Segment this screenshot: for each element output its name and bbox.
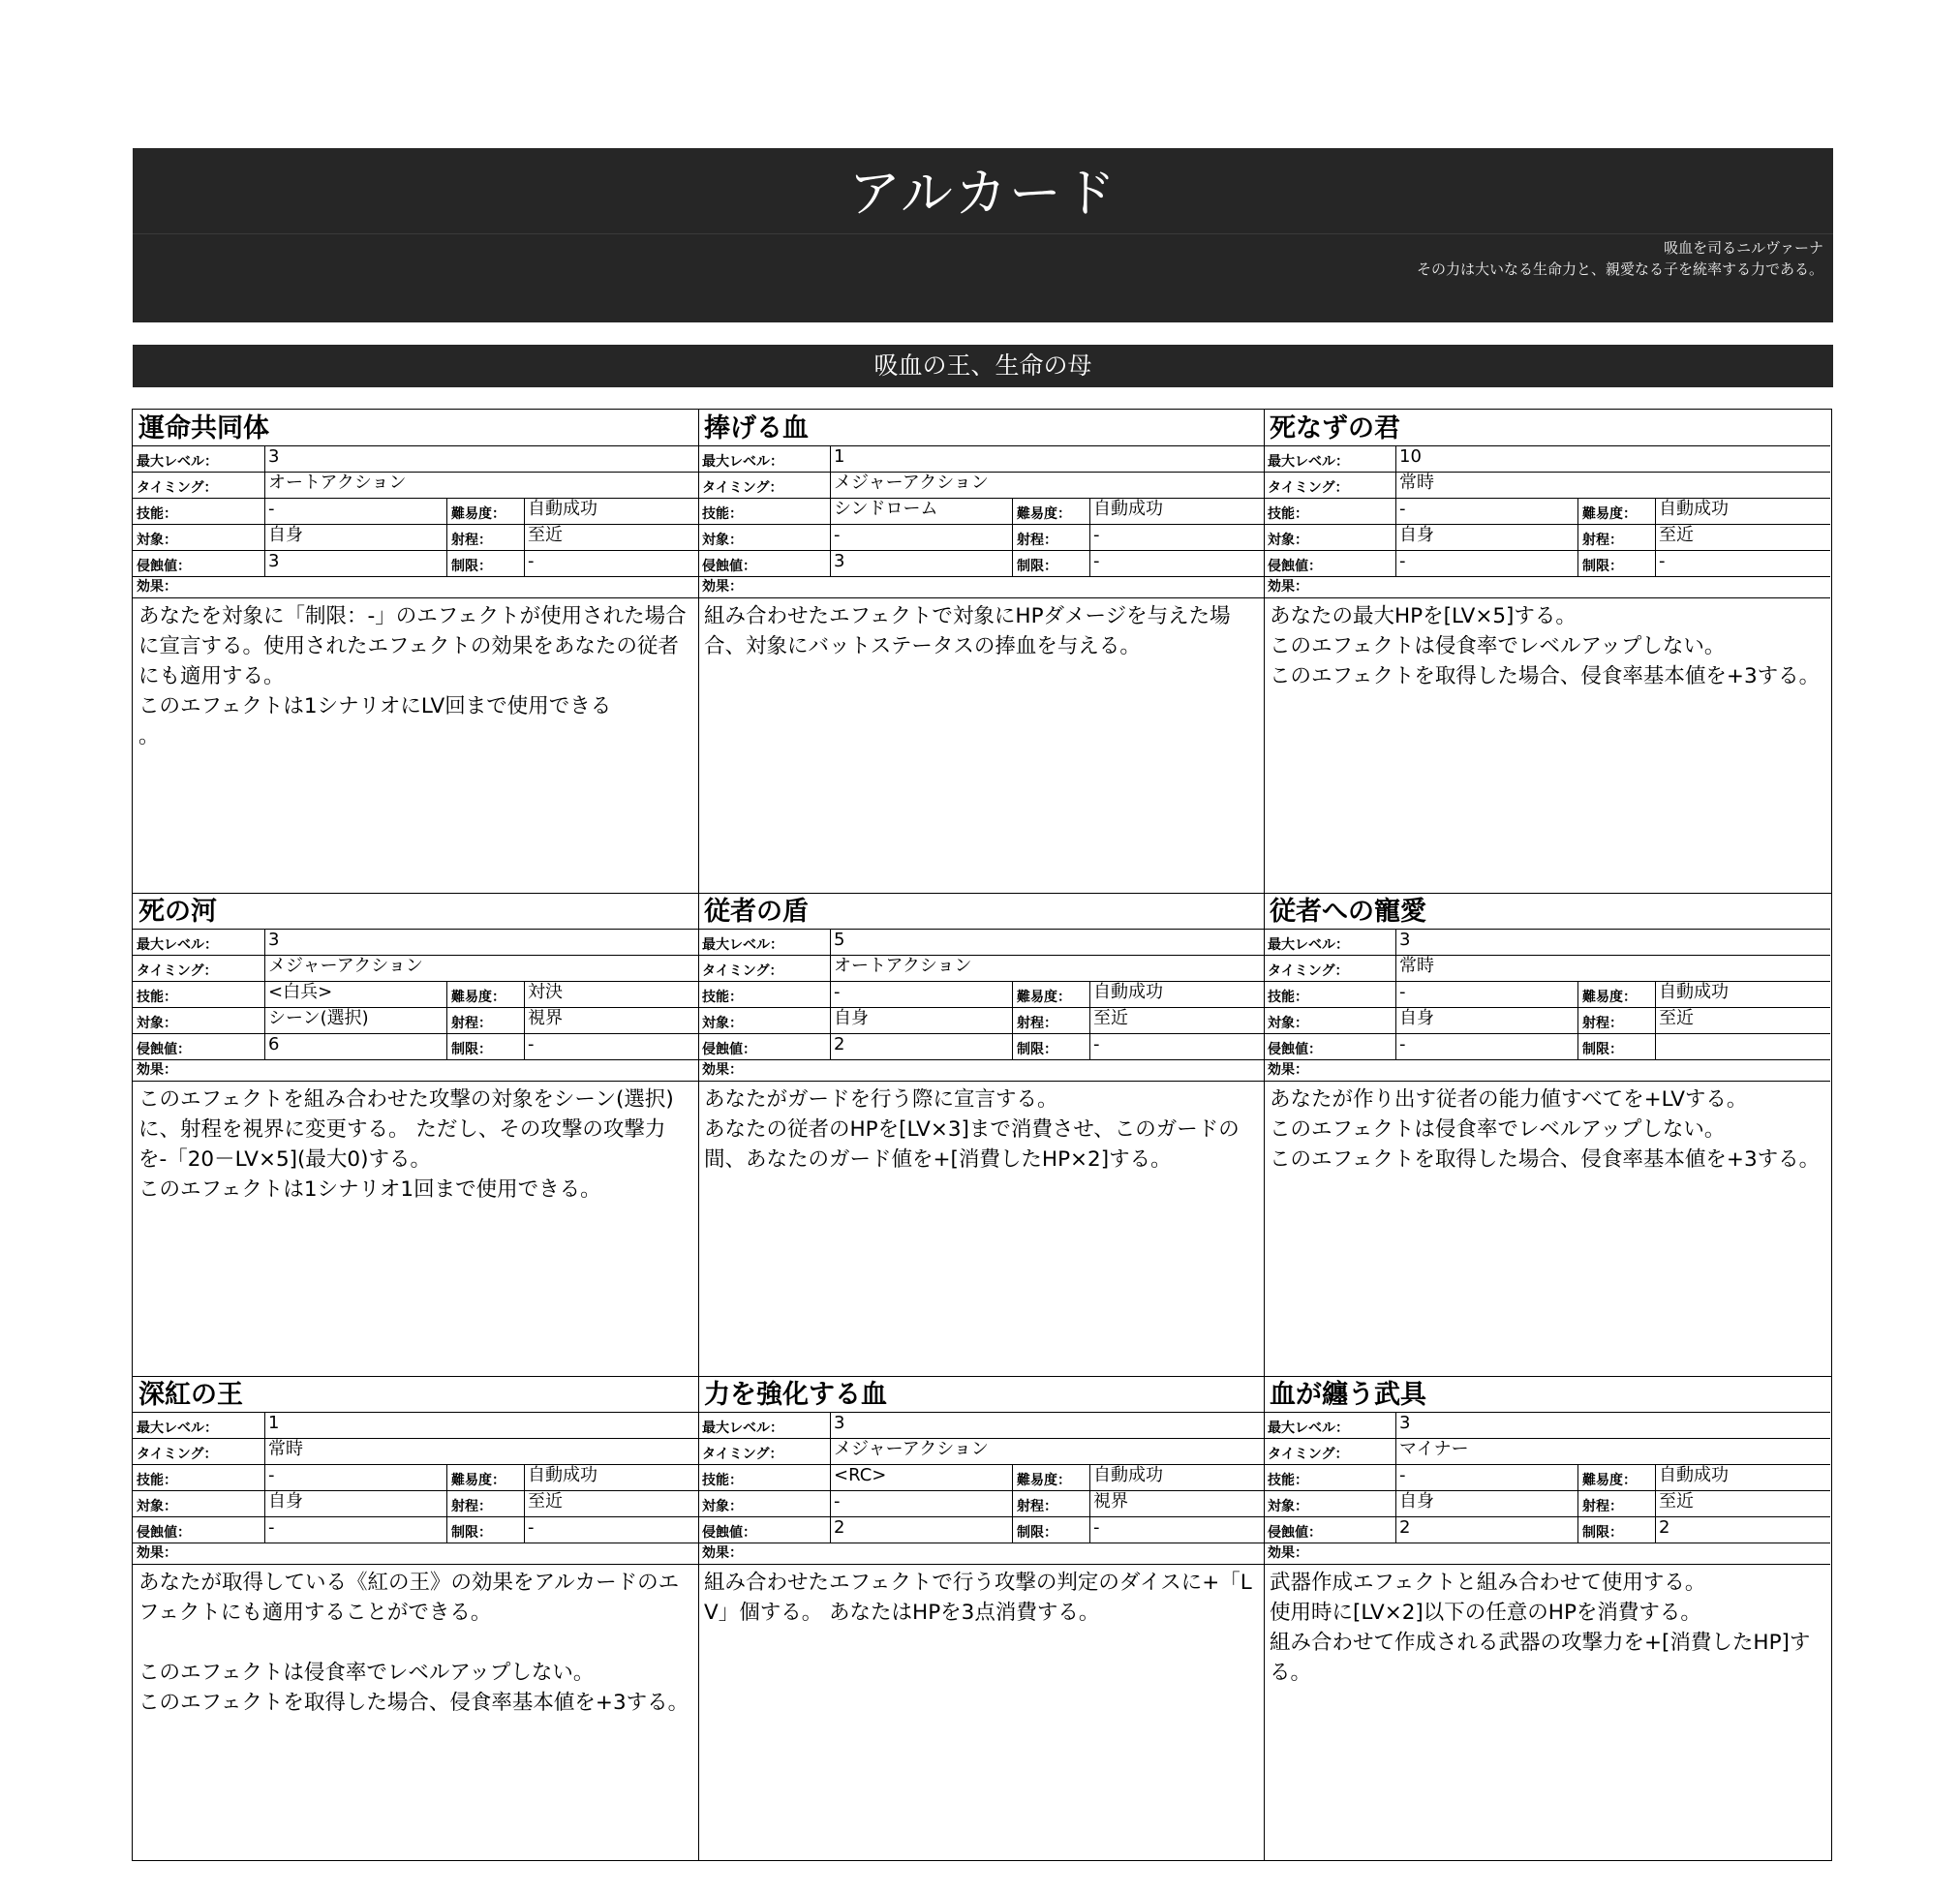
label-range: 射程： xyxy=(446,525,524,550)
difficulty-value: 自動成功 xyxy=(1655,1465,1830,1490)
label-limit: 制限： xyxy=(1577,1517,1655,1543)
card-title: 従者の盾 xyxy=(698,893,1264,930)
label-max-level: 最大レベル： xyxy=(702,937,783,953)
label-erosion: 侵蝕値： xyxy=(137,1042,191,1057)
limit-value: - xyxy=(1655,551,1830,576)
effect-text: あなたがガードを行う際に宣言する。 あなたの従者のHPを[LV×3]まで消費させ、このガードの間、あなたのガード値を+[消費したHP×2]する。 xyxy=(704,1087,1240,1172)
effect-text: このエフェクトを組み合わせた攻撃の対象をシーン(選択)に、射程を視界に変更する。 ただし、その攻撃の攻撃力を-「20－LV×5](最大0)する。 このエフェクトは1シナリオ1回まで使用できる。 xyxy=(138,1087,674,1202)
label-erosion: 侵蝕値： xyxy=(702,1042,756,1057)
skill-value: シンドローム xyxy=(830,499,1012,524)
card-field-row xyxy=(133,1034,698,1060)
max-level-value: 3 xyxy=(1395,1413,1830,1438)
card-field-row xyxy=(698,446,1264,473)
label-difficulty: 難易度： xyxy=(446,499,524,524)
card-field-row xyxy=(1264,499,1830,525)
skill-value: - xyxy=(1395,982,1577,1007)
erosion-value: 3 xyxy=(264,551,446,576)
card-field-row xyxy=(133,499,698,525)
card-title: 深紅の王 xyxy=(133,1376,698,1413)
label-timing: タイミング： xyxy=(702,1447,783,1462)
target-value: 自身 xyxy=(264,1491,446,1516)
card-field-row xyxy=(1264,551,1830,577)
timing-value: メジャーアクション xyxy=(830,473,1264,498)
target-value: シーン(選択) xyxy=(264,1008,446,1033)
label-limit: 制限： xyxy=(1012,1034,1089,1059)
label-skill: 技能： xyxy=(1268,990,1308,1005)
label-range: 射程： xyxy=(1012,1491,1089,1516)
label-effect: 効果： xyxy=(698,1543,1264,1565)
label-difficulty: 難易度： xyxy=(446,982,524,1007)
erosion-value: 3 xyxy=(830,551,1012,576)
column-divider xyxy=(698,410,699,1860)
label-skill: 技能： xyxy=(137,1473,177,1488)
label-target: 対象： xyxy=(1268,1499,1308,1514)
label-timing: タイミング： xyxy=(702,963,783,979)
label-effect: 効果： xyxy=(133,1543,698,1565)
label-target: 対象： xyxy=(1268,533,1308,548)
label-max-level: 最大レベル： xyxy=(702,1420,783,1436)
skill-value: - xyxy=(264,1465,446,1490)
skill-value: - xyxy=(830,982,1012,1007)
card-field-row xyxy=(698,499,1264,525)
label-difficulty: 難易度： xyxy=(1577,982,1655,1007)
card-field-row xyxy=(1264,525,1830,551)
label-target: 対象： xyxy=(137,1016,177,1031)
card-field-row xyxy=(133,1517,698,1543)
card-field-row xyxy=(133,1439,698,1465)
timing-value: 常時 xyxy=(1395,956,1830,981)
max-level-value: 3 xyxy=(264,930,698,955)
max-level-value: 3 xyxy=(830,1413,1264,1438)
label-skill: 技能： xyxy=(137,990,177,1005)
effect-card xyxy=(698,1376,1264,1859)
limit-value: - xyxy=(524,551,698,576)
header-subtitle xyxy=(1417,237,1823,280)
card-field-row xyxy=(698,982,1264,1008)
card-title: 捧げる血 xyxy=(698,410,1264,446)
card-field-row xyxy=(1264,1008,1830,1034)
label-max-level: 最大レベル： xyxy=(137,937,218,953)
label-target: 対象： xyxy=(702,1499,743,1514)
label-timing: タイミング： xyxy=(1268,480,1349,496)
range-value: 視界 xyxy=(524,1008,698,1033)
card-field-row xyxy=(1264,956,1830,982)
subtitle-line-2: その力は大いなる生命力と、親愛なる子を統率する力である。 xyxy=(1416,260,1823,278)
label-max-level: 最大レベル： xyxy=(702,454,783,470)
label-limit: 制限： xyxy=(1577,1034,1655,1059)
card-field-row xyxy=(698,551,1264,577)
difficulty-value: 自動成功 xyxy=(1655,499,1830,524)
label-difficulty: 難易度： xyxy=(446,1465,524,1490)
label-skill: 技能： xyxy=(1268,1473,1308,1488)
skill-value: - xyxy=(264,499,446,524)
effect-text: 武器作成エフェクトと組み合わせて使用する。 使用時に[LV×2]以下の任意のHPを消費する。 組み合わせて作成される武器の攻撃力を+[消費したHP]する。 xyxy=(1270,1571,1811,1685)
card-field-row xyxy=(698,1491,1264,1517)
limit-value: - xyxy=(1089,1034,1264,1059)
label-effect: 効果： xyxy=(133,577,698,598)
effect-text: あなたが取得している《紅の王》の効果をアルカードのエフェクトにも適用することができる。 このエフェクトは侵食率でレベルアップしない。 このエフェクトを取得した場合、侵食率基本値を+3する。 xyxy=(138,1571,689,1715)
card-field-row xyxy=(698,930,1264,956)
label-timing: タイミング： xyxy=(702,480,783,496)
label-limit: 制限： xyxy=(1012,1517,1089,1543)
card-field-row xyxy=(133,1491,698,1517)
label-effect: 効果： xyxy=(1264,1060,1830,1082)
label-target: 対象： xyxy=(702,1016,743,1031)
label-limit: 制限： xyxy=(446,1517,524,1543)
limit-value: - xyxy=(524,1034,698,1059)
card-field-row xyxy=(1264,1517,1830,1543)
timing-value: オートアクション xyxy=(264,473,698,498)
card-field-row xyxy=(1264,1465,1830,1491)
card-field-row xyxy=(1264,930,1830,956)
max-level-value: 10 xyxy=(1395,446,1830,472)
card-title: 血が纏う武具 xyxy=(1264,1376,1830,1413)
label-timing: タイミング： xyxy=(137,480,218,496)
label-erosion: 侵蝕値： xyxy=(1268,559,1322,574)
max-level-value: 1 xyxy=(264,1413,698,1438)
effect-card xyxy=(133,893,698,1376)
effect-card xyxy=(1264,1376,1830,1859)
card-field-row xyxy=(133,551,698,577)
card-field-row xyxy=(133,956,698,982)
effect-text: 組み合わせたエフェクトで行う攻撃の判定のダイスに+「LV」個する。 あなたはHPを3点消費する。 xyxy=(704,1571,1252,1625)
label-range: 射程： xyxy=(446,1008,524,1033)
page-title: アルカード xyxy=(848,163,1118,224)
card-field-row xyxy=(133,982,698,1008)
row-divider xyxy=(133,893,1831,894)
max-level-value: 3 xyxy=(1395,930,1830,955)
section-title: 吸血の王、生命の母 xyxy=(133,345,1833,387)
label-range: 射程： xyxy=(446,1491,524,1516)
timing-value: メジャーアクション xyxy=(830,1439,1264,1464)
card-field-row xyxy=(1264,1413,1830,1439)
card-field-row xyxy=(698,1008,1264,1034)
label-max-level: 最大レベル： xyxy=(1268,937,1349,953)
label-erosion: 侵蝕値： xyxy=(137,559,191,574)
erosion-value: - xyxy=(264,1517,446,1543)
skill-value: - xyxy=(1395,1465,1577,1490)
difficulty-value: 自動成功 xyxy=(524,1465,698,1490)
timing-value: メジャーアクション xyxy=(264,956,698,981)
card-field-row xyxy=(133,473,698,499)
range-value: 至近 xyxy=(1655,525,1830,550)
card-field-row xyxy=(698,1439,1264,1465)
effect-card xyxy=(133,1376,698,1859)
header-banner xyxy=(133,148,1833,322)
label-range: 射程： xyxy=(1577,1491,1655,1516)
range-value: 至近 xyxy=(1089,1008,1264,1033)
subtitle-line-1: 吸血を司るニルヴァーナ xyxy=(1664,239,1823,257)
label-effect: 効果： xyxy=(698,1060,1264,1082)
erosion-value: - xyxy=(1395,1034,1577,1059)
card-field-row xyxy=(698,473,1264,499)
range-value: - xyxy=(1089,525,1264,550)
erosion-value: 6 xyxy=(264,1034,446,1059)
label-skill: 技能： xyxy=(702,990,743,1005)
label-max-level: 最大レベル： xyxy=(1268,1420,1349,1436)
card-field-row xyxy=(698,1034,1264,1060)
label-limit: 制限： xyxy=(446,551,524,576)
timing-value: マイナー xyxy=(1395,1439,1830,1464)
label-difficulty: 難易度： xyxy=(1012,1465,1089,1490)
label-target: 対象： xyxy=(137,1499,177,1514)
limit-value xyxy=(1655,1034,1830,1059)
effect-card xyxy=(698,893,1264,1376)
label-effect: 効果： xyxy=(1264,1543,1830,1565)
label-skill: 技能： xyxy=(137,506,177,522)
difficulty-value: 自動成功 xyxy=(1089,982,1264,1007)
difficulty-value: 自動成功 xyxy=(1655,982,1830,1007)
label-limit: 制限： xyxy=(1012,551,1089,576)
header-divider xyxy=(133,233,1833,234)
limit-value: - xyxy=(1089,551,1264,576)
target-value: - xyxy=(830,1491,1012,1516)
effect-card xyxy=(1264,410,1830,893)
erosion-value: 2 xyxy=(830,1034,1012,1059)
label-target: 対象： xyxy=(702,533,743,548)
card-field-row xyxy=(698,525,1264,551)
card-field-row xyxy=(1264,1439,1830,1465)
card-title: 死なずの君 xyxy=(1264,410,1830,446)
limit-value: - xyxy=(1089,1517,1264,1543)
skill-value: <RC> xyxy=(830,1465,1012,1490)
timing-value: 常時 xyxy=(264,1439,698,1464)
skill-value: - xyxy=(1395,499,1577,524)
label-range: 射程： xyxy=(1012,525,1089,550)
label-erosion: 侵蝕値： xyxy=(137,1525,191,1541)
label-range: 射程： xyxy=(1012,1008,1089,1033)
label-timing: タイミング： xyxy=(1268,963,1349,979)
label-difficulty: 難易度： xyxy=(1577,1465,1655,1490)
label-erosion: 侵蝕値： xyxy=(1268,1042,1322,1057)
card-title: 力を強化する血 xyxy=(698,1376,1264,1413)
card-field-row xyxy=(133,1008,698,1034)
effect-card xyxy=(698,410,1264,893)
label-timing: タイミング： xyxy=(137,1447,218,1462)
erosion-value: 2 xyxy=(830,1517,1012,1543)
row-divider xyxy=(133,1376,1831,1377)
effect-card-grid xyxy=(132,409,1832,1861)
card-field-row xyxy=(698,1413,1264,1439)
label-limit: 制限： xyxy=(1577,551,1655,576)
card-field-row xyxy=(698,1517,1264,1543)
card-field-row xyxy=(133,1465,698,1491)
target-value: 自身 xyxy=(264,525,446,550)
label-difficulty: 難易度： xyxy=(1577,499,1655,524)
label-timing: タイミング： xyxy=(1268,1447,1349,1462)
column-divider xyxy=(1264,410,1265,1860)
card-field-row xyxy=(133,930,698,956)
label-range: 射程： xyxy=(1577,525,1655,550)
card-field-row xyxy=(1264,446,1830,473)
label-difficulty: 難易度： xyxy=(1012,982,1089,1007)
effect-text: あなたの最大HPを[LV×5]する。 このエフェクトは侵食率でレベルアップしない。 このエフェクトを取得した場合、侵食率基本値を+3する。 xyxy=(1270,604,1821,688)
label-target: 対象： xyxy=(1268,1016,1308,1031)
card-field-row xyxy=(1264,473,1830,499)
skill-value: <白兵> xyxy=(264,982,446,1007)
label-limit: 制限： xyxy=(446,1034,524,1059)
range-value: 至近 xyxy=(1655,1008,1830,1033)
max-level-value: 5 xyxy=(830,930,1264,955)
target-value: 自身 xyxy=(830,1008,1012,1033)
effect-text: あなたが作り出す従者の能力値すべてを+LVする。 このエフェクトは侵食率でレベルアップしない。 このエフェクトを取得した場合、侵食率基本値を+3する。 xyxy=(1270,1087,1821,1172)
label-difficulty: 難易度： xyxy=(1012,499,1089,524)
range-value: 至近 xyxy=(1655,1491,1830,1516)
card-title: 死の河 xyxy=(133,893,698,930)
label-timing: タイミング： xyxy=(137,963,218,979)
label-max-level: 最大レベル： xyxy=(1268,454,1349,470)
card-field-row xyxy=(1264,1491,1830,1517)
range-value: 至近 xyxy=(524,525,698,550)
card-title: 従者への寵愛 xyxy=(1264,893,1830,930)
target-value: - xyxy=(830,525,1012,550)
label-max-level: 最大レベル： xyxy=(137,1420,218,1436)
difficulty-value: 自動成功 xyxy=(1089,1465,1264,1490)
label-skill: 技能： xyxy=(702,1473,743,1488)
effect-text: あなたを対象に「制限：-」のエフェクトが使用された場合に宣言する。使用されたエフェクトの効果をあなたの従者にも適用する。 このエフェクトは1シナリオにLV回まで使用できる 。 xyxy=(138,604,687,748)
card-field-row xyxy=(1264,1034,1830,1060)
label-effect: 効果： xyxy=(133,1060,698,1082)
label-max-level: 最大レベル： xyxy=(137,454,218,470)
erosion-value: - xyxy=(1395,551,1577,576)
target-value: 自身 xyxy=(1395,1008,1577,1033)
range-value: 至近 xyxy=(524,1491,698,1516)
target-value: 自身 xyxy=(1395,525,1577,550)
difficulty-value: 自動成功 xyxy=(1089,499,1264,524)
effect-card xyxy=(133,410,698,893)
limit-value: 2 xyxy=(1655,1517,1830,1543)
effect-text: 組み合わせたエフェクトで対象にHPダメージを与えた場合、対象にバットステータスの捧血を与える。 xyxy=(704,604,1231,658)
card-field-row xyxy=(698,1465,1264,1491)
label-range: 射程： xyxy=(1577,1008,1655,1033)
label-skill: 技能： xyxy=(702,506,743,522)
timing-value: オートアクション xyxy=(830,956,1264,981)
effect-card xyxy=(1264,893,1830,1376)
label-erosion: 侵蝕値： xyxy=(702,1525,756,1541)
card-field-row xyxy=(1264,982,1830,1008)
max-level-value: 3 xyxy=(264,446,698,472)
card-field-row xyxy=(133,446,698,473)
range-value: 視界 xyxy=(1089,1491,1264,1516)
label-effect: 効果： xyxy=(1264,577,1830,598)
timing-value: 常時 xyxy=(1395,473,1830,498)
difficulty-value: 自動成功 xyxy=(524,499,698,524)
erosion-value: 2 xyxy=(1395,1517,1577,1543)
label-erosion: 侵蝕値： xyxy=(702,559,756,574)
target-value: 自身 xyxy=(1395,1491,1577,1516)
label-target: 対象： xyxy=(137,533,177,548)
label-erosion: 侵蝕値： xyxy=(1268,1525,1322,1541)
difficulty-value: 対決 xyxy=(524,982,698,1007)
card-field-row xyxy=(133,1413,698,1439)
card-field-row xyxy=(698,956,1264,982)
card-title: 運命共同体 xyxy=(133,410,698,446)
label-effect: 効果： xyxy=(698,577,1264,598)
label-skill: 技能： xyxy=(1268,506,1308,522)
max-level-value: 1 xyxy=(830,446,1264,472)
limit-value: - xyxy=(524,1517,698,1543)
card-field-row xyxy=(133,525,698,551)
